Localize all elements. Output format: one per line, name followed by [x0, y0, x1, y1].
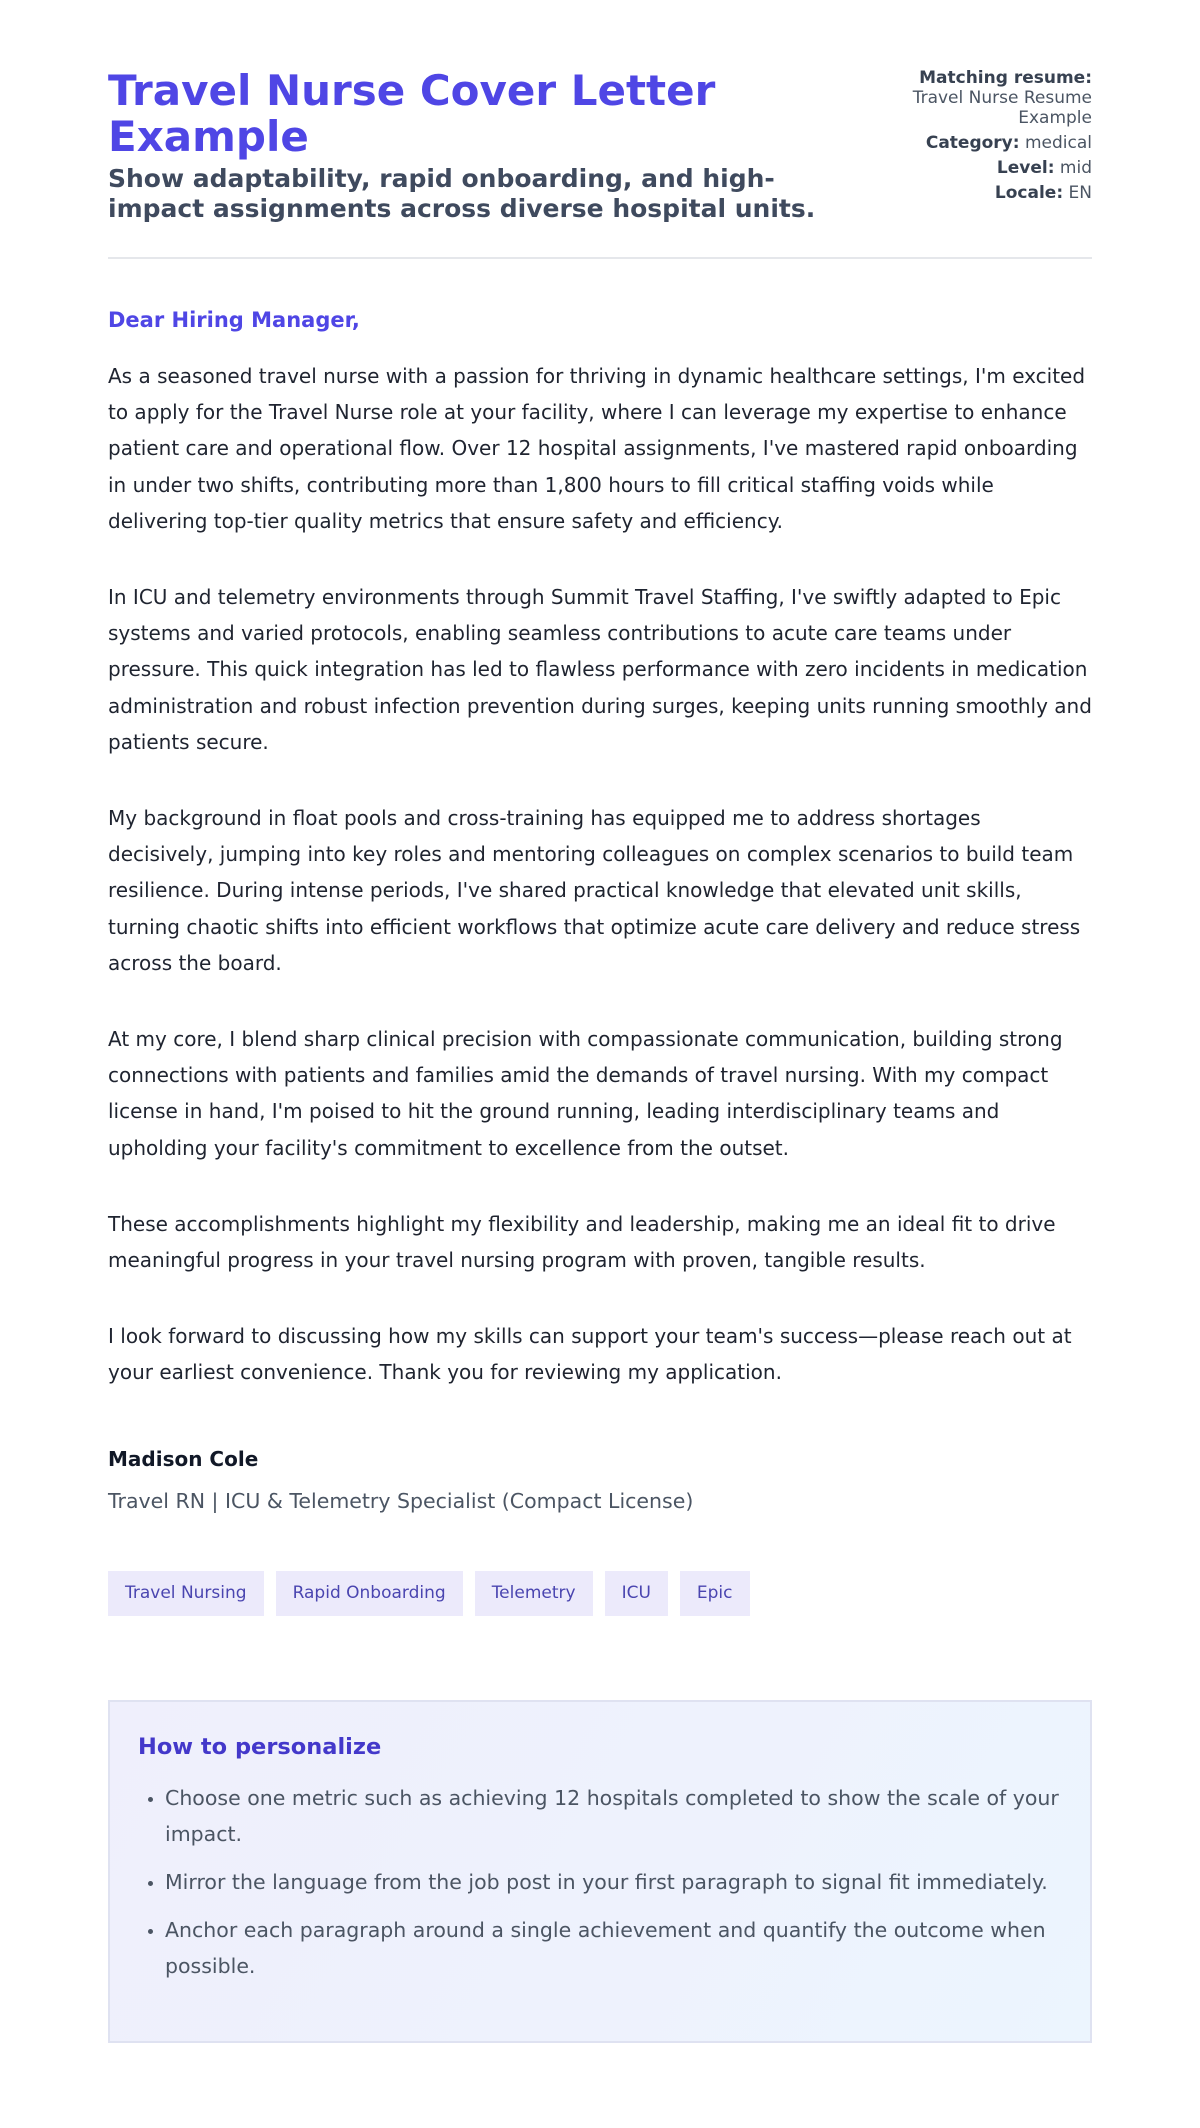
page-subtitle: Show adaptability, rapid onboarding, and high-impact assignments across diverse hospital units.	[108, 164, 816, 223]
letter-paragraph: My background in float pools and cross-training has equipped me to address shortages decisively, jumping into key roles and mentoring colleagues on complex scenarios to build team resilience. During intense periods, I've shared practical knowledge that elevated unit skills, turning chaotic shifts into efficient workflows that optimize acute care delivery and reduce stress across the board.	[108, 806, 1081, 975]
meta-value: medical	[1024, 133, 1092, 153]
tag-list	[108, 1571, 1092, 1616]
page-title: Travel Nurse Cover Letter Example	[108, 66, 716, 161]
meta-value: mid	[1059, 158, 1092, 178]
meta-matching-resume	[892, 68, 1092, 128]
cover-letter-page	[108, 0, 1092, 2043]
tips-title: How to personalize	[138, 1733, 382, 1760]
tag-epic[interactable]: Epic	[680, 1571, 750, 1616]
meta-locale	[892, 183, 1092, 203]
meta-category	[892, 133, 1092, 153]
meta-label: Matching resume:	[919, 68, 1092, 88]
tips-list	[138, 1780, 1062, 1984]
letter-paragraph: I look forward to discussing how my skills can support your team's success—please reach out at your earliest convenience. Thank you for reviewing my application.	[108, 1324, 1072, 1385]
signature-block	[108, 1445, 1092, 1515]
letter-paragraph: At my core, I blend sharp clinical precision with compassionate communication, building strong connections with patients and families amid the demands of travel nursing. With my compact license in hand, I'm poised to hit the ground running, leading interdisciplinary teams and upholding your facility's commitment to excellence from the outset.	[108, 1027, 1063, 1160]
matching-resume-link[interactable]: Travel Nurse Resume Example	[912, 88, 1092, 128]
meta-value: EN	[1068, 183, 1092, 203]
page-header	[108, 68, 1092, 259]
tip-item: • Anchor each paragraph around a single achievement and quantify the outcome when possible.	[165, 1912, 1062, 1984]
letter-paragraph: As a seasoned travel nurse with a passion for thriving in dynamic healthcare settings, I'm excited to apply for the Travel Nurse role at your facility, where I can leverage my expertise to enhance patient care and operational flow. Over 12 hospital assignments, I've mastered rapid onboarding in under two shifts, contributing more than 1,800 hours to fill critical staffing voids while delivering top-tier quality metrics that ensure safety and efficiency.	[108, 364, 1086, 533]
personalize-tips-box	[108, 1700, 1092, 2043]
tip-item: • Choose one metric such as achieving 12 hospitals completed to show the scale of your impact.	[165, 1780, 1062, 1852]
signature-name: Madison Cole	[108, 1446, 259, 1471]
letter-paragraph: These accomplishments highlight my flexibility and leadership, making me an ideal fit to drive meaningful progress in your travel nursing program with proven, tangible results.	[108, 1211, 1056, 1273]
meta-label: Level:	[996, 158, 1055, 178]
title-block	[108, 68, 868, 224]
meta-level	[892, 158, 1092, 178]
tag-icu[interactable]: ICU	[605, 1571, 668, 1616]
letter-greeting: Dear Hiring Manager,	[108, 308, 360, 332]
letter-body	[108, 358, 1092, 1391]
letter-paragraph: In ICU and telemetry environments through Summit Travel Staffing, I've swiftly adapted to Epic systems and varied protocols, enabling seamless contributions to acute care teams under pressure. This quick integration has led to flawless performance with zero incidents in medication administration and robust infection prevention during surges, keeping units running smoothly and patients secure.	[108, 585, 1092, 754]
tag-rapid-onboarding[interactable]: Rapid Onboarding	[276, 1571, 463, 1616]
meta-label: Category:	[925, 133, 1020, 153]
tag-telemetry[interactable]: Telemetry	[475, 1571, 593, 1616]
meta-label: Locale:	[994, 183, 1064, 203]
tag-travel-nursing[interactable]: Travel Nursing	[108, 1571, 264, 1616]
signature-role: Travel RN | ICU & Telemetry Specialist (Compact License)	[108, 1488, 694, 1513]
tip-item: • Mirror the language from the job post in your first paragraph to signal fit immediately.	[165, 1864, 1062, 1900]
meta-panel	[892, 68, 1092, 208]
